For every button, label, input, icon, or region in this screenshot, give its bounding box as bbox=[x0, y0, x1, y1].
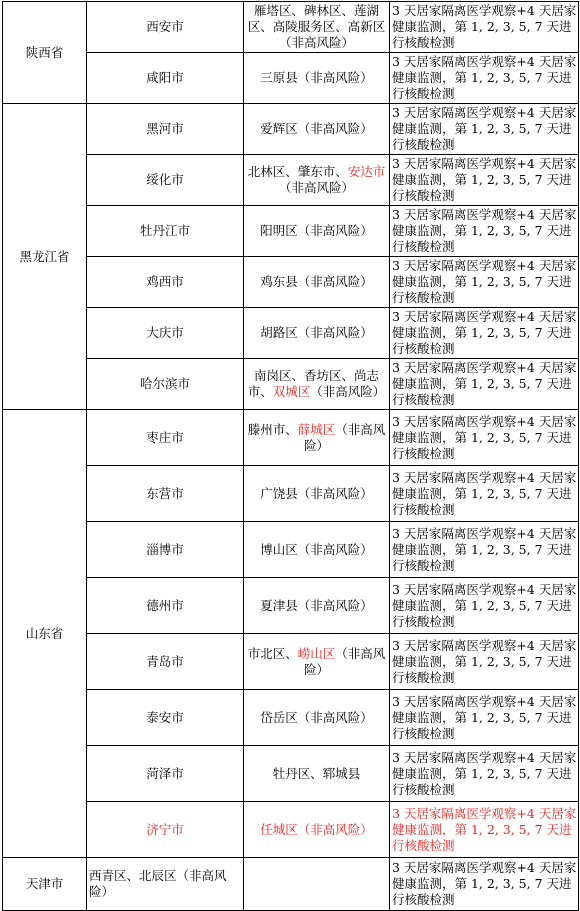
area-cell: 广饶县（非高风险） bbox=[244, 466, 390, 522]
province-cell: 陕西省 bbox=[3, 2, 87, 104]
measure-cell: 3 天居家隔离医学观察+4 天居家健康监测，第 1, 2, 3, 5, 7 天进行核酸检测 bbox=[390, 802, 579, 858]
area-text: 市北区、 bbox=[247, 645, 298, 661]
measure-cell: 3 天居家隔离医学观察+4 天居家健康监测，第 1, 2, 3, 5, 7 天进行核酸检测 bbox=[390, 206, 579, 257]
highlighted-area-text: 崂山区 bbox=[297, 645, 336, 661]
city-cell: 鸡西市 bbox=[87, 257, 244, 308]
measure-cell: 3 天居家隔离医学观察+4 天居家健康监测，第 1, 2, 3, 5, 7 天进行核酸检测 bbox=[390, 53, 579, 104]
table-row bbox=[3, 104, 579, 155]
area-cell: 夏津县（非高风险） bbox=[244, 578, 390, 634]
measure-cell: 3 天居家隔离医学观察+4 天居家健康监测，第 1, 2, 3, 5, 7 天进行核酸检测 bbox=[390, 104, 579, 155]
city-cell: 济宁市 bbox=[87, 802, 244, 858]
city-cell: 哈尔滨市 bbox=[87, 359, 244, 410]
measure-cell: 3 天居家隔离医学观察+4 天居家健康监测，第 1, 2, 3, 5, 7 天进行核酸检测 bbox=[390, 466, 579, 522]
table-row bbox=[3, 690, 579, 746]
area-cell bbox=[244, 155, 390, 206]
area-cell bbox=[244, 410, 390, 466]
city-cell: 黑河市 bbox=[87, 104, 244, 155]
city-cell: 绥化市 bbox=[87, 155, 244, 206]
highlighted-area-text: 薛城区 bbox=[297, 421, 336, 437]
area-cell: 鸡东县（非高风险） bbox=[244, 257, 390, 308]
area-cell: 爱辉区（非高风险） bbox=[244, 104, 390, 155]
table-row bbox=[3, 206, 579, 257]
table-row bbox=[3, 2, 579, 53]
city-cell: 东营市 bbox=[87, 466, 244, 522]
area-text: 滕州市、 bbox=[247, 421, 298, 437]
area-cell: 阳明区（非高风险） bbox=[244, 206, 390, 257]
risk-area-table bbox=[2, 1, 579, 911]
measure-cell: 3 天居家隔离医学观察+4 天居家健康监测，第 1, 2, 3, 5, 7 天进行核酸检测 bbox=[390, 858, 579, 911]
city-cell: 大庆市 bbox=[87, 308, 244, 359]
measure-cell: 3 天居家隔离医学观察+4 天居家健康监测，第 1, 2, 3, 5, 7 天进行核酸检测 bbox=[390, 690, 579, 746]
city-cell: 青岛市 bbox=[87, 634, 244, 690]
table-row bbox=[3, 257, 579, 308]
area-text: （非高风险） bbox=[278, 180, 354, 195]
table-row bbox=[3, 578, 579, 634]
city-cell: 淄博市 bbox=[87, 522, 244, 578]
table-row bbox=[3, 522, 579, 578]
city-cell: 德州市 bbox=[87, 578, 244, 634]
measure-cell: 3 天居家隔离医学观察+4 天居家健康监测，第 1, 2, 3, 5, 7 天进行核酸检测 bbox=[390, 257, 579, 308]
table-row bbox=[3, 634, 579, 690]
highlighted-area-text: 双城区 bbox=[272, 384, 311, 399]
table-row bbox=[3, 746, 579, 802]
table-row bbox=[3, 410, 579, 466]
area-cell: 雁塔区、碑林区、莲湖区、高陵服务区、高新区（非高风险） bbox=[244, 2, 390, 53]
area-cell: 博山区（非高风险） bbox=[244, 522, 390, 578]
city-cell: 西安市 bbox=[87, 2, 244, 53]
measure-cell: 3 天居家隔离医学观察+4 天居家健康监测，第 1, 2, 3, 5, 7 天进行核酸检测 bbox=[390, 746, 579, 802]
city-cell: 泰安市 bbox=[87, 690, 244, 746]
city-area-cell: 西青区、北辰区（非高风险） bbox=[87, 858, 244, 911]
measure-cell: 3 天居家隔离医学观察+4 天居家健康监测，第 1, 2, 3, 5, 7 天进行核酸检测 bbox=[390, 634, 579, 690]
highlighted-area-text: 安达市 bbox=[347, 164, 386, 179]
area-cell bbox=[244, 359, 390, 410]
area-text: 南岗区、香坊区、尚志市、 bbox=[247, 368, 379, 399]
area-text: （非高风险） bbox=[303, 645, 386, 677]
measure-cell: 3 天居家隔离医学观察+4 天居家健康监测，第 1, 2, 3, 5, 7 天进行核酸检测 bbox=[390, 155, 579, 206]
area-cell: 任城区（非高风险） bbox=[244, 802, 390, 858]
measure-cell: 3 天居家隔离医学观察+4 天居家健康监测，第 1, 2, 3, 5, 7 天进行核酸检测 bbox=[390, 308, 579, 359]
area-text: （非高风险） bbox=[303, 421, 386, 453]
table-row bbox=[3, 359, 579, 410]
area-text: （非高风险） bbox=[310, 384, 386, 399]
province-cell: 天津市 bbox=[3, 858, 87, 911]
table-row bbox=[3, 53, 579, 104]
area-cell: 三原县（非高风险） bbox=[244, 53, 390, 104]
area-cell bbox=[244, 858, 390, 911]
measure-cell: 3 天居家隔离医学观察+4 天居家健康监测，第 1, 2, 3, 5, 7 天进行核酸检测 bbox=[390, 578, 579, 634]
table-row bbox=[3, 308, 579, 359]
city-cell: 牡丹江市 bbox=[87, 206, 244, 257]
table-row bbox=[3, 466, 579, 522]
area-text: 北林区、肇东市、 bbox=[247, 164, 348, 179]
province-cell: 山东省 bbox=[3, 410, 87, 858]
city-cell: 咸阳市 bbox=[87, 53, 244, 104]
area-cell: 胡路区（非高风险） bbox=[244, 308, 390, 359]
area-cell: 岱岳区（非高风险） bbox=[244, 690, 390, 746]
measure-cell: 3 天居家隔离医学观察+4 天居家健康监测，第 1, 2, 3, 5, 7 天进行核酸检测 bbox=[390, 359, 579, 410]
table-row bbox=[3, 858, 579, 911]
area-cell: 牡丹区、郓城县 bbox=[244, 746, 390, 802]
table-row bbox=[3, 155, 579, 206]
table-row bbox=[3, 802, 579, 858]
city-cell: 菏泽市 bbox=[87, 746, 244, 802]
measure-cell: 3 天居家隔离医学观察+4 天居家健康监测，第 1, 2, 3, 5, 7 天进行核酸检测 bbox=[390, 410, 579, 466]
measure-cell: 3 天居家隔离医学观察+4 天居家健康监测，第 1, 2, 3, 5, 7 天进行核酸检测 bbox=[390, 2, 579, 53]
measure-cell: 3 天居家隔离医学观察+4 天居家健康监测，第 1, 2, 3, 5, 7 天进行核酸检测 bbox=[390, 522, 579, 578]
area-cell bbox=[244, 634, 390, 690]
city-cell: 枣庄市 bbox=[87, 410, 244, 466]
province-cell: 黑龙江省 bbox=[3, 104, 87, 410]
